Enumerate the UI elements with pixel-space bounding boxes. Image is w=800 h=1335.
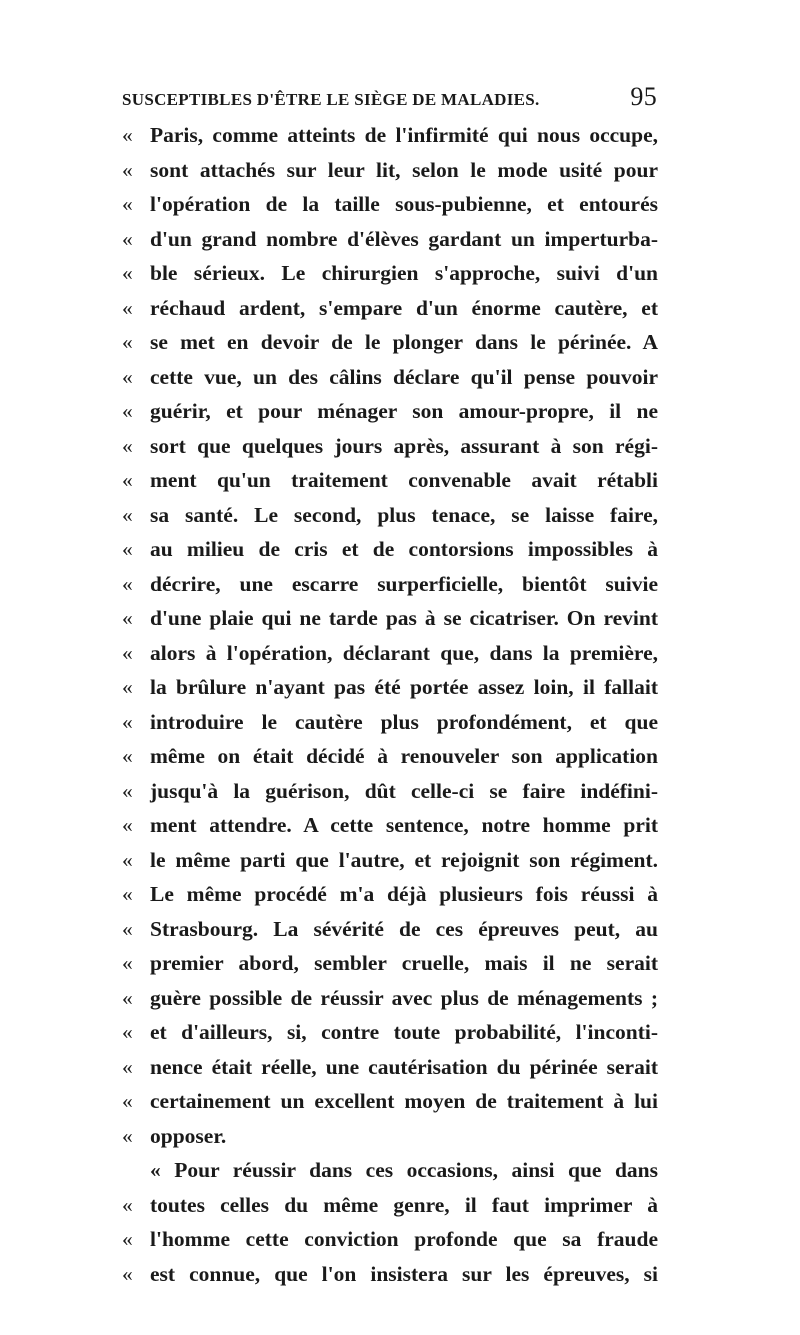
text-line — [122, 946, 658, 981]
line-text: d'un grand nombre d'élèves gardant un imperturba- — [150, 226, 658, 251]
line-text: « Pour réussir dans ces occasions, ainsi que dans — [150, 1158, 658, 1182]
quote-mark: « — [122, 468, 133, 492]
text-line — [122, 808, 658, 843]
line-text: ble sérieux. Le chirurgien s'approche, suivi d'un — [150, 261, 658, 285]
text-line — [122, 153, 658, 188]
line-text: l'opération de la taille sous-pubienne, et entourés — [150, 192, 658, 216]
line-text: opposer. — [150, 1123, 227, 1148]
line-text: se met en devoir de le plonger dans le périnée. A — [150, 330, 658, 354]
quote-mark: « — [122, 640, 133, 665]
quote-mark: « — [122, 226, 133, 251]
text-line — [122, 1153, 658, 1188]
running-head — [122, 82, 657, 116]
text-line — [122, 256, 658, 291]
line-text: sa santé. Le second, plus tenace, se laisse faire, — [150, 502, 658, 527]
text-line — [122, 670, 658, 705]
line-text: alors à l'opération, déclarant que, dans la première, — [150, 640, 658, 665]
quote-mark: « — [122, 502, 133, 527]
text-line — [122, 739, 658, 774]
text-line — [122, 463, 658, 498]
line-text: l'homme cette conviction profonde que sa fraude — [150, 1227, 658, 1251]
line-text: Le même procédé m'a déjà plusieurs fois réussi à — [150, 882, 658, 906]
text-line — [122, 222, 658, 257]
text-line — [122, 429, 658, 464]
quote-mark: « — [122, 399, 133, 423]
quote-mark: « — [122, 1192, 133, 1217]
line-text: d'une plaie qui ne tarde pas à se cicatriser. On revint — [150, 606, 658, 630]
quote-mark: « — [122, 1227, 133, 1251]
text-line — [122, 774, 658, 809]
text-line — [122, 1084, 658, 1119]
line-text: nence était réelle, une cautérisation du périnée serait — [150, 1054, 658, 1079]
quote-mark: « — [122, 847, 133, 872]
quote-mark: « — [122, 1123, 133, 1148]
quote-mark: « — [122, 433, 133, 458]
quote-mark: « — [122, 1054, 133, 1079]
line-text: même on était décidé à renouveler son application — [150, 744, 658, 768]
text-line — [122, 187, 658, 222]
text-line — [122, 1222, 658, 1257]
quote-mark: « — [122, 1020, 133, 1044]
text-line — [122, 601, 658, 636]
quote-mark: « — [122, 537, 133, 561]
line-text: réchaud ardent, s'empare d'un énorme cautère, et — [150, 295, 658, 320]
line-text: est connue, que l'on insistera sur les épreuves, si — [150, 1261, 658, 1286]
text-line — [122, 981, 658, 1016]
line-text: toutes celles du même genre, il faut imprimer à — [150, 1192, 658, 1217]
quote-mark: « — [122, 330, 133, 354]
quote-mark: « — [122, 951, 133, 975]
line-text: au milieu de cris et de contorsions impossibles à — [150, 537, 658, 561]
line-text: sort que quelques jours après, assurant à son régi- — [150, 433, 658, 458]
quote-mark: « — [122, 192, 133, 216]
quote-mark: « — [122, 123, 133, 147]
quote-mark: « — [122, 985, 133, 1010]
quote-mark: « — [122, 744, 133, 768]
line-text: ment qu'un traitement convenable avait rétabli — [150, 468, 658, 492]
text-line — [122, 567, 658, 602]
line-text: Paris, comme atteints de l'infirmité qui nous occupe, — [150, 123, 658, 147]
line-text: jusqu'à la guérison, dût celle-ci se faire indéfini- — [150, 778, 658, 803]
text-line — [122, 532, 658, 567]
text-line — [122, 843, 658, 878]
line-text: premier abord, sembler cruelle, mais il ne serait — [150, 951, 658, 975]
line-text: introduire le cautère plus profondément, et que — [150, 709, 658, 734]
page-number: 95 — [630, 82, 657, 111]
text-line — [122, 394, 658, 429]
text-line — [122, 291, 658, 326]
text-line — [122, 498, 658, 533]
line-text: décrire, une escarre surperficielle, bientôt suivie — [150, 571, 658, 596]
text-line — [122, 705, 658, 740]
text-line — [122, 1257, 658, 1292]
text-line — [122, 325, 658, 360]
text-line — [122, 1188, 658, 1223]
quote-mark: « — [122, 157, 133, 182]
line-text: ment attendre. A cette sentence, notre homme prit — [150, 813, 658, 837]
text-line — [122, 1015, 658, 1050]
quote-mark: « — [122, 295, 133, 320]
quote-mark: « — [122, 813, 133, 837]
quote-mark: « — [122, 1089, 133, 1113]
line-text: Strasbourg. La sévérité de ces épreuves peut, au — [150, 916, 658, 941]
line-text: cette vue, un des câlins déclare qu'il pense pouvoir — [150, 364, 658, 389]
body-text — [122, 118, 658, 1291]
line-text: guère possible de réussir avec plus de ménagements ; — [150, 985, 658, 1010]
text-line — [122, 360, 658, 395]
line-text: guérir, et pour ménager son amour-propre, il ne — [150, 399, 658, 423]
quote-mark: « — [122, 778, 133, 803]
running-title: SUSCEPTIBLES D'ÊTRE LE SIÈGE DE MALADIES. — [122, 90, 540, 109]
quote-mark: « — [122, 675, 133, 699]
line-text: sont attachés sur leur lit, selon le mode usité pour — [150, 157, 658, 182]
text-line — [122, 1050, 658, 1085]
line-text: et d'ailleurs, si, contre toute probabilité, l'inconti- — [150, 1020, 658, 1044]
line-text: certainement un excellent moyen de traitement à lui — [150, 1089, 658, 1113]
line-text: la brûlure n'ayant pas été portée assez loin, il fallait — [150, 675, 658, 699]
text-line — [122, 1119, 658, 1154]
quote-mark: « — [122, 364, 133, 389]
line-text: le même parti que l'autre, et rejoignit son régiment. — [150, 847, 658, 872]
quote-mark: « — [122, 1261, 133, 1286]
text-line — [122, 636, 658, 671]
quote-mark: « — [122, 261, 133, 285]
text-line — [122, 877, 658, 912]
quote-mark: « — [122, 571, 133, 596]
quote-mark: « — [122, 916, 133, 941]
quote-mark: « — [122, 882, 133, 906]
text-line — [122, 912, 658, 947]
quote-mark: « — [122, 709, 133, 734]
text-line — [122, 118, 658, 153]
quote-mark: « — [122, 606, 133, 630]
